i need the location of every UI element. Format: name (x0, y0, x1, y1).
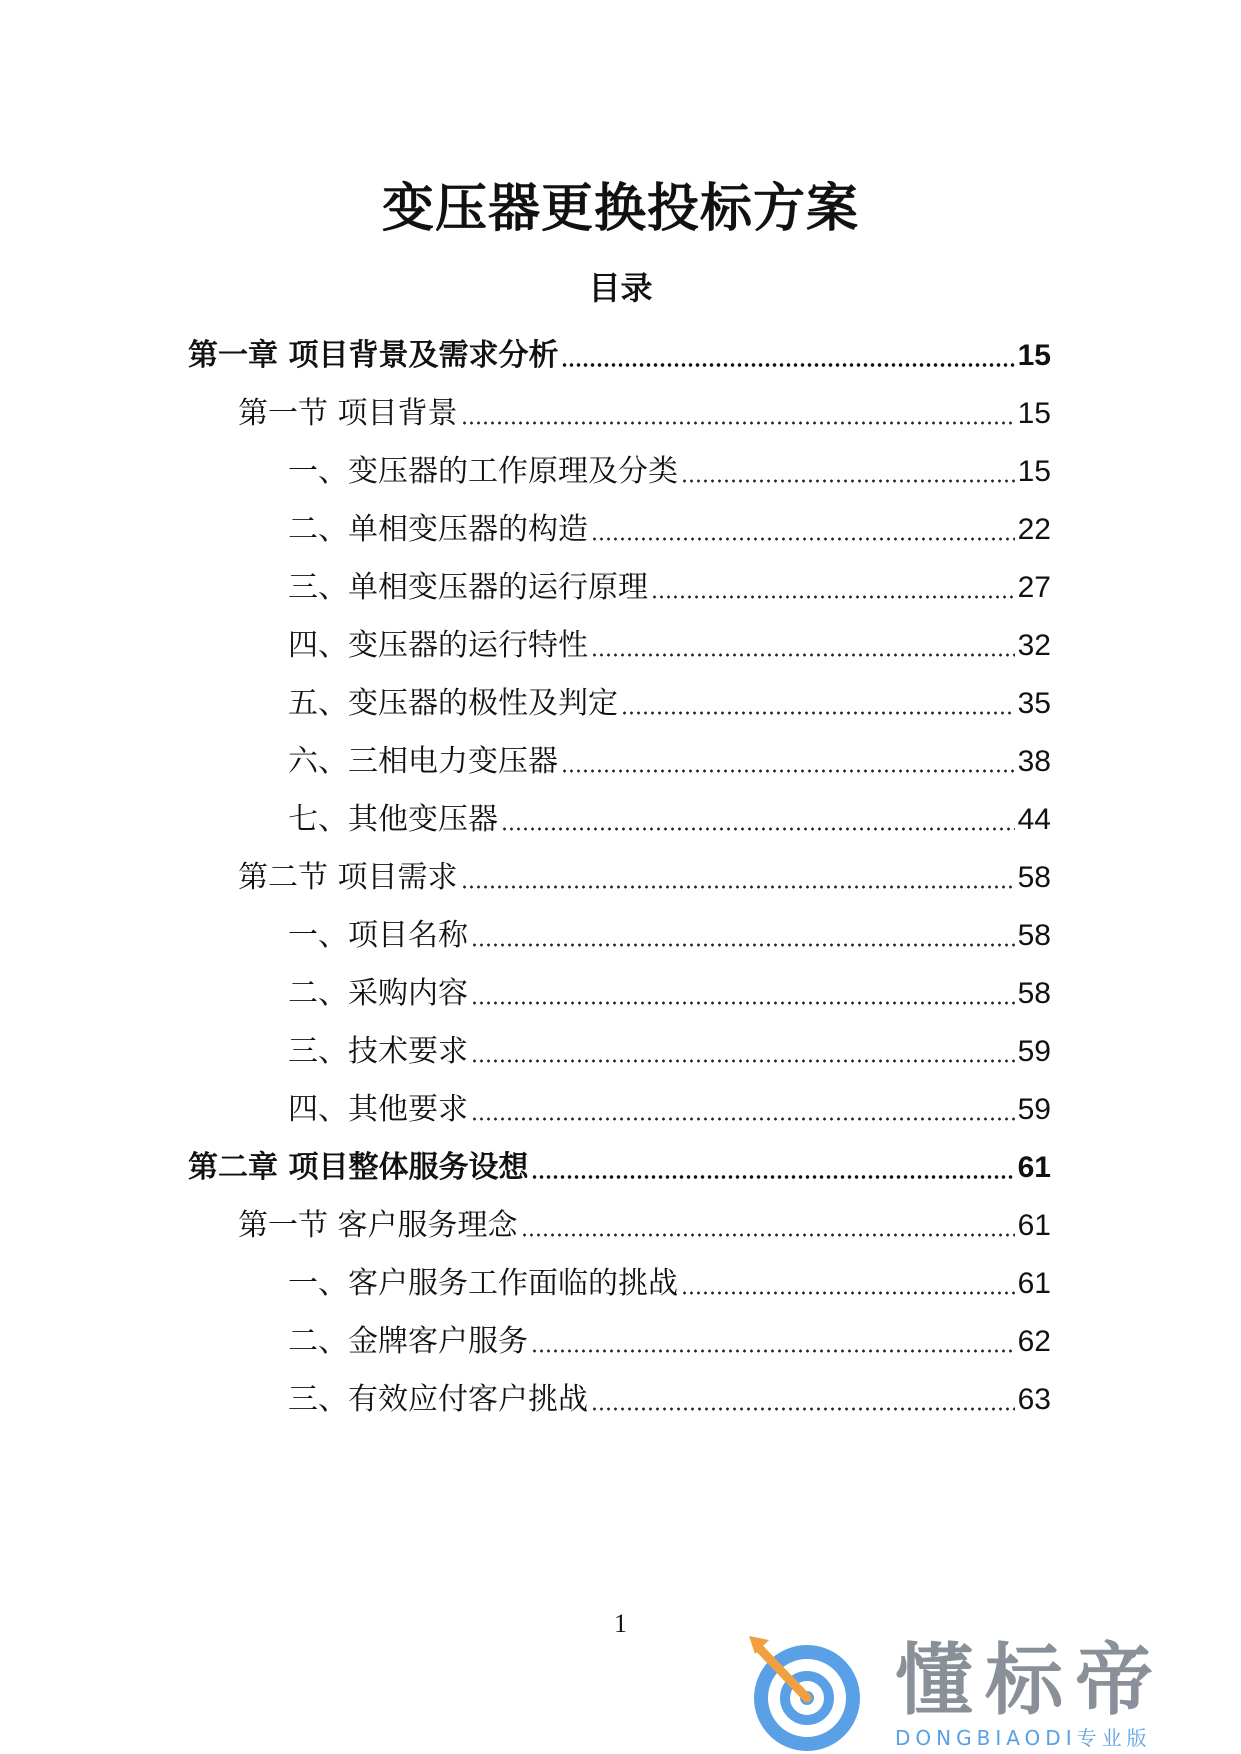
watermark-brand: 懂标帝 (895, 1636, 1166, 1726)
toc-entry-chapter[interactable] (188, 1148, 1051, 1188)
toc-entry-page: 38 (1017, 745, 1051, 778)
toc-entry-chapter[interactable] (188, 336, 1051, 376)
toc-entry-label: 二、单相变压器的构造 (288, 512, 588, 547)
toc-entry-label: 四、变压器的运行特性 (288, 628, 588, 663)
dot-leader (471, 1001, 1015, 1005)
toc-entry-page: 61 (1017, 1151, 1051, 1184)
toc-entry-subsection[interactable] (288, 916, 1051, 956)
dot-leader (591, 1407, 1015, 1411)
toc-entry-subsection[interactable] (288, 800, 1051, 840)
toc-entry-label: 三、技术要求 (288, 1034, 468, 1069)
dot-leader (461, 885, 1015, 889)
watermark (745, 1630, 1241, 1754)
toc-entry-subsection[interactable] (288, 568, 1051, 608)
toc-entry-page: 62 (1017, 1325, 1051, 1358)
dot-leader (561, 769, 1015, 773)
toc-entry-page: 58 (1017, 919, 1051, 952)
dot-leader (681, 479, 1015, 483)
dot-leader (471, 1059, 1015, 1063)
toc-entry-subsection[interactable] (288, 510, 1051, 550)
toc-entry-page: 59 (1017, 1035, 1051, 1068)
toc-entry-label: 第一节 项目背景 (238, 396, 458, 431)
toc-entry-subsection[interactable] (288, 452, 1051, 492)
toc-entry-page: 15 (1017, 339, 1051, 372)
dot-leader (531, 1175, 1014, 1179)
toc-entry-page: 59 (1017, 1093, 1051, 1126)
dot-leader (681, 1291, 1015, 1295)
watermark-subtitle: DONGBIAODI专业版 (895, 1726, 1152, 1750)
dot-leader (461, 421, 1015, 425)
toc-entry-label: 第一章 项目背景及需求分析 (188, 338, 559, 373)
toc-entry-label: 一、变压器的工作原理及分类 (288, 454, 678, 489)
toc-entry-label: 三、单相变压器的运行原理 (288, 570, 648, 605)
toc-entry-page: 58 (1017, 977, 1051, 1010)
toc-entry-page: 15 (1017, 455, 1051, 488)
toc-entry-label: 第二章 项目整体服务设想 (188, 1150, 529, 1185)
toc-entry-subsection[interactable] (288, 1090, 1051, 1130)
toc-entry-subsection[interactable] (288, 1322, 1051, 1362)
dot-leader (471, 1117, 1015, 1121)
toc-entry-page: 27 (1017, 571, 1051, 604)
toc-entry-subsection[interactable] (288, 684, 1051, 724)
toc-entry-page: 15 (1017, 397, 1051, 430)
toc-entry-label: 七、其他变压器 (288, 802, 498, 837)
toc-entry-label: 三、有效应付客户挑战 (288, 1382, 588, 1417)
toc-entry-label: 二、采购内容 (288, 976, 468, 1011)
toc-entry-label: 六、三相电力变压器 (288, 744, 558, 779)
toc-entry-page: 22 (1017, 513, 1051, 546)
toc-entry-subsection[interactable] (288, 742, 1051, 782)
dot-leader (521, 1233, 1015, 1237)
toc-entry-section[interactable] (238, 1206, 1051, 1246)
toc-entry-section[interactable] (238, 394, 1051, 434)
dot-leader (561, 363, 1014, 367)
dot-leader (591, 537, 1015, 541)
toc-entry-label: 二、金牌客户服务 (288, 1324, 528, 1359)
toc-entry-subsection[interactable] (288, 1032, 1051, 1072)
dot-leader (531, 1349, 1015, 1353)
toc-entry-page: 58 (1017, 861, 1051, 894)
toc-entry-page: 44 (1017, 803, 1051, 836)
toc-entry-label: 一、客户服务工作面临的挑战 (288, 1266, 678, 1301)
toc-entry-page: 61 (1017, 1267, 1051, 1300)
toc-entry-subsection[interactable] (288, 974, 1051, 1014)
toc-entry-subsection[interactable] (288, 1264, 1051, 1304)
dot-leader (621, 711, 1015, 715)
toc-entry-page: 63 (1017, 1383, 1051, 1416)
dot-leader (501, 827, 1015, 831)
toc-entry-section[interactable] (238, 858, 1051, 898)
toc-heading: 目录 (588, 269, 653, 307)
dot-leader (591, 653, 1015, 657)
toc-entry-page: 61 (1017, 1209, 1051, 1242)
toc-entry-page: 32 (1017, 629, 1051, 662)
toc-entry-label: 第二节 项目需求 (238, 860, 458, 895)
toc-entry-subsection[interactable] (288, 626, 1051, 666)
document-title: 变压器更换投标方案 (381, 179, 859, 239)
toc-entry-page: 35 (1017, 687, 1051, 720)
target-arrow-icon (745, 1630, 865, 1754)
page-number: 1 (614, 1609, 627, 1638)
toc-entry-label: 第一节 客户服务理念 (238, 1208, 518, 1243)
toc-entry-label: 五、变压器的极性及判定 (288, 686, 618, 721)
dot-leader (651, 595, 1015, 599)
dot-leader (471, 943, 1015, 947)
toc-entry-subsection[interactable] (288, 1380, 1051, 1420)
toc-entry-label: 四、其他要求 (288, 1092, 468, 1127)
toc-entry-label: 一、项目名称 (288, 918, 468, 953)
